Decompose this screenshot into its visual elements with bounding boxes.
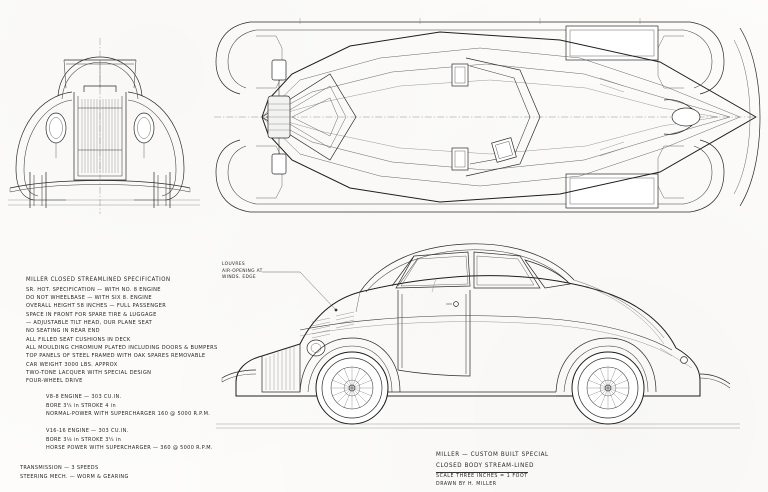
engine-line: BORE 3¼ in STROKE 4 in — [46, 402, 116, 409]
title-block-title: MILLER — CUSTOM BUILT SPECIAL — [436, 451, 549, 459]
spec-line: ALL FILLED SEAT CUSHIONS IN DECK — [26, 336, 131, 343]
title-block-line: SCALE THREE INCHES = 1 FOOT — [436, 473, 528, 480]
front-elevation-view — [8, 38, 200, 214]
spec-line: SR. HOT. SPECIFICATION — WITH NO. 8 ENGINE — [26, 286, 161, 293]
specification-note-block — [26, 276, 218, 386]
transmission-line: STEERING MECH. — WORM & GEARING — [20, 473, 129, 480]
callout-line: WINDS. EDGE — [222, 274, 257, 281]
transmission-line: TRANSMISSION — 3 SPEEDS — [20, 464, 99, 472]
side-elevation-view — [216, 244, 740, 428]
title-block — [436, 450, 549, 489]
engine-line: NORMAL-POWER WITH SUPERCHARGER 160 @ 5000 R.P.M. — [46, 410, 211, 418]
specification-title: MILLER CLOSED STREAMLINED SPECIFICATION — [26, 276, 171, 284]
spec-line: TWO-TONE LACQUER WITH SPECIAL DESIGN — [26, 369, 152, 377]
engine-note-block-1 — [46, 393, 210, 419]
callout-line: LOUVRES — [222, 261, 246, 268]
spec-line: SPACE IN FRONT FOR SPARE TIRE & LUGGAGE — [26, 311, 157, 318]
spec-line: — ADJUSTABLE TILT HEAD, OUR PLANE SEAT — [26, 319, 153, 327]
engine-line: V16-16 ENGINE — 303 CU.IN. — [46, 427, 129, 435]
spec-line: ALL MOULDING CHROMIUM PLATED INCLUDING DOORS & BUMPERS — [26, 344, 218, 352]
callout-line: AIR-OPENING AT — [222, 268, 263, 274]
title-block-subtitle: CLOSED BODY STREAM-LINED — [436, 462, 534, 469]
spec-line: TOP PANELS OF STEEL FRAMED WITH OAK SPARES REMOVABLE — [26, 352, 206, 360]
spec-line: NO SEATING IN REAR END — [26, 327, 100, 335]
louvre-callout — [222, 262, 263, 282]
plan-view — [214, 18, 760, 212]
transmission-note-block — [20, 464, 129, 481]
engine-line: HORSE POWER WITH SUPERCHARGER — 360 @ 5000 R.P.M. — [46, 444, 213, 452]
title-block-line: DRAWN BY H. MILLER — [436, 481, 497, 488]
spec-line: DO NOT WHEELBASE — WITH SIX 8. ENGINE — [26, 294, 152, 302]
engine-line: V8-8 ENGINE — 303 CU.IN. — [46, 393, 122, 401]
engine-note-block-2 — [46, 427, 213, 453]
spec-line: CAR WEIGHT 3000 LBS. APPROX — [26, 361, 118, 368]
spec-line: FOUR-WHEEL DRIVE — [26, 378, 83, 385]
spec-line: OVERALL HEIGHT 58 INCHES — FULL PASSENGER — [26, 302, 167, 310]
engine-line: BORE 3⅛ in STROKE 3¼ in — [46, 436, 122, 443]
